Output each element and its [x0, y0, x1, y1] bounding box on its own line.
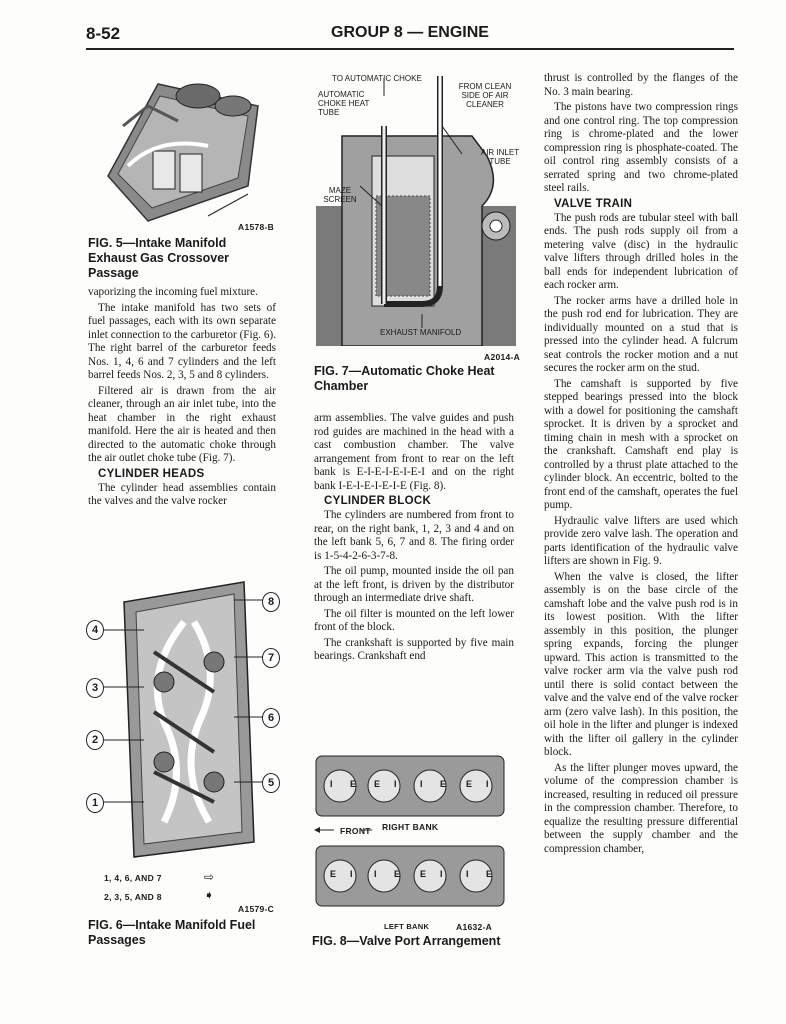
paragraph: thrust is controlled by the flanges of the No. 3 main bearing. [544, 72, 738, 98]
port-label: E [350, 779, 357, 789]
group-title: GROUP 8 — ENGINE [331, 24, 489, 41]
callout-1: 1 [86, 793, 104, 813]
section-heading: CYLINDER BLOCK [324, 495, 432, 507]
fig5-caption: FIG. 5—Intake Manifold Exhaust Gas Crossover Passage [88, 236, 230, 280]
label-exhaust-manifold: EXHAUST MANIFOLD [380, 328, 462, 337]
label-to-automatic-choke: TO AUTOMATIC CHOKE [332, 74, 422, 83]
paragraph: arm assemblies. The valve guides and push rod guides are machined in the head with a cast combustion chamber. The valve arrangement from front to rear on the left bank is E-I-E-I-E-I-E-I and on the right bank I-E-I-E-I-E-I-E (Fig. 8). [314, 412, 514, 492]
paragraph: Filtered air is drawn from the air cleaner, through an air inlet tube, into the heat chamber in the right exhaust manifold. Here the air is heated and then directed to the automatic choke through the air outlet choke tube (Fig. 7). [88, 384, 276, 464]
port-label: I [440, 869, 443, 879]
port-label: I [466, 869, 469, 879]
label-front: FRONT [340, 826, 371, 836]
fig7-caption: FIG. 7—Automatic Choke Heat Chamber [314, 364, 495, 393]
solid-arrow-icon: ➧ [204, 888, 215, 902]
paragraph: The pistons have two compression rings and one control ring. The top compression ring is chrome-plated and the lower compression ring is phosphate-coated. The oil control ring assembly consists of a serrated spring and two chrome-plated steel rails. [544, 101, 738, 194]
fig8-valve-port-illustration [312, 752, 508, 922]
fig6-caption: FIG. 6—Intake Manifold Fuel Passages [88, 918, 256, 947]
column-2 [314, 412, 514, 666]
paragraph: The intake manifold has two sets of fuel passages, each with its own separate inlet connection to the carburetor (Fig. 6). The right barrel of the carburetor feeds Nos. 1, 4, 6 and 7 cylinders and the left barrel feeds Nos. 2, 3, 5 and 8 cylinders. [88, 301, 276, 381]
port-label: I [420, 779, 423, 789]
port-label: E [440, 779, 447, 789]
port-label: I [350, 869, 353, 879]
label-right-bank: RIGHT BANK [382, 822, 439, 832]
page-header [86, 24, 734, 50]
fig7-code: A2014-A [484, 352, 521, 362]
callout-5: 5 [262, 773, 280, 793]
paragraph: The camshaft is supported by five stepped bearings pressed into the block with a dowel for positioning the camshaft sprocket. It is driven by a sprocket and timing chain in mesh with a sprocket on the crankshaft. Camshaft end play is controlled by a thrust plate attached to the cylinder block. An eccentric, bolted to the front end of the camshaft, operates the fuel pump. [544, 377, 738, 511]
port-label: E [420, 869, 427, 879]
label-automatic-choke-heat-tube: AUTOMATIC CHOKE HEAT TUBE [318, 90, 370, 117]
callout-6: 6 [262, 708, 280, 728]
page-number: 8-52 [86, 24, 121, 43]
label-maze-screen: MAZE SCREEN [323, 186, 357, 204]
callout-8: 8 [262, 592, 280, 612]
fig6-legend-2: 2, 3, 5, AND 8 [104, 892, 162, 902]
paragraph: Hydraulic valve lifters are used which provide zero valve lash. The operation and parts identification of the hydraulic valve lifters are shown in Fig. 9. [544, 514, 738, 567]
fig6-legend-1: 1, 4, 6, AND 7 [104, 873, 162, 883]
port-label: E [330, 869, 337, 879]
paragraph: The cylinders are numbered from front to rear, on the right bank, 1, 2, 3 and 4 and on the left bank 5, 6, 7 and 8. The firing order is 1-5-4-2-6-3-7-8. [314, 509, 514, 562]
callout-4: 4 [86, 620, 104, 640]
paragraph: The oil filter is mounted on the left lower front of the block. [314, 607, 514, 633]
label-left-bank: LEFT BANK [384, 922, 430, 931]
fig6-fuel-passages-illustration [104, 562, 264, 862]
fig5-code: A1578-B [238, 222, 275, 232]
paragraph: vaporizing the incoming fuel mixture. [88, 286, 258, 298]
callout-2: 2 [86, 730, 104, 750]
fig5-intake-manifold-illustration [88, 66, 268, 228]
section-heading: CYLINDER HEADS [98, 467, 205, 480]
port-label: I [394, 779, 397, 789]
label-air-inlet-tube: AIR INLET TUBE [480, 148, 520, 166]
paragraph: The push rods are tubular steel with ball ends. The push rods supply oil from a metering valve (disc) in the hydraulic valve lifters through drilled holes in the ball ends for independent lubrication of each rocker arm. [544, 211, 738, 291]
open-arrow-icon: ⇨ [204, 870, 215, 884]
port-label: E [466, 779, 473, 789]
label-from-clean-side: FROM CLEAN SIDE OF AIR CLEANER [458, 82, 512, 109]
port-label: E [394, 869, 401, 879]
paragraph: The crankshaft is supported by five main bearings. Crankshaft end [314, 636, 514, 662]
paragraph: As the lifter plunger moves upward, the volume of the compression chamber is increased, resulting in reduced oil pressure in the compression chamber. Therefore, to equalize the resulting pressure differential between the supply chamber and the compression chamber, [544, 761, 738, 855]
callout-7: 7 [262, 648, 280, 668]
fig8-caption: FIG. 8—Valve Port Arrangement [312, 934, 501, 948]
port-label: E [374, 779, 381, 789]
column-3 [544, 72, 738, 858]
section-heading: VALVE TRAIN [554, 197, 633, 210]
port-label: E [486, 869, 493, 879]
fig6-code: A1579-C [238, 904, 275, 914]
port-label: I [330, 779, 333, 789]
paragraph: The rocker arms have a drilled hole in the push rod end for lubrication. They are individually mounted on a stud that is pressed into the cylinder head. A fulcrum seat controls the rocker motion and a nut secures the rocker arm on the stud. [544, 294, 738, 374]
paragraph: The cylinder head assemblies contain the valves and the valve rocker [88, 481, 276, 507]
callout-3: 3 [86, 678, 104, 698]
column-1 [88, 286, 276, 511]
port-label: I [486, 779, 489, 789]
port-label: I [374, 869, 377, 879]
paragraph: When the valve is closed, the lifter assembly is on the base circle of the camshaft lobe and the valve push rod is in its lowest position. With the lifter assembly in this position, the plunger spring expands, forcing the plunger upward. This action is transmitted to the valve rocker arm via the valve push rod until there is solid contact between the valve and the valve end of the valve rocker arm (zero valve lash). In this position, the oil hole in the lifter and plunger is indexed with the lifter oil gallery in the cylinder block. [544, 570, 738, 758]
paragraph: The oil pump, mounted inside the oil pan at the left front, is driven by the distributor through an intermediate drive shaft. [314, 565, 514, 604]
fig8-code: A1632-A [456, 922, 493, 932]
